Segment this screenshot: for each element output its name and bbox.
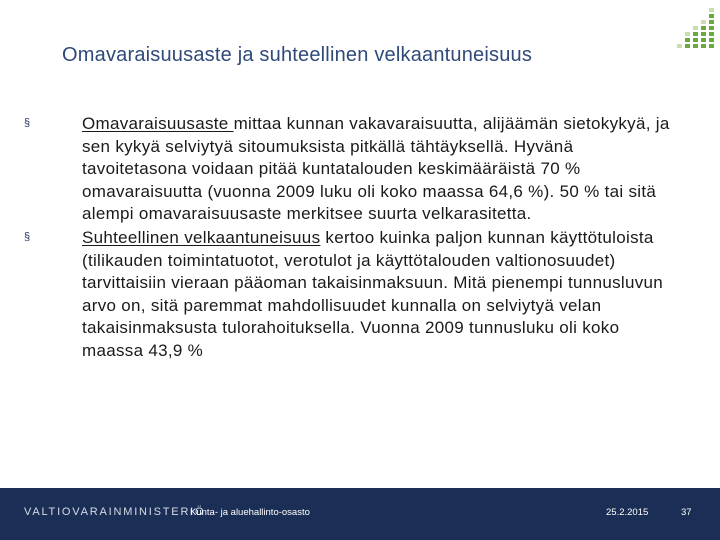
department-name: Kunta- ja aluehallinto-osasto bbox=[190, 507, 310, 518]
slide-title: Omavaraisuusaste ja suhteellinen velkaantuneisuus bbox=[62, 44, 533, 66]
slide-date: 25.2.2015 bbox=[606, 507, 649, 518]
page-number: 37 bbox=[681, 507, 692, 518]
bullet-list bbox=[24, 113, 674, 364]
footer-bar bbox=[0, 488, 720, 540]
bullet-marker: § bbox=[24, 117, 31, 129]
ascending-bars-logo-icon bbox=[668, 4, 718, 60]
bullet-text bbox=[82, 227, 674, 363]
bullet-description: kertoo kuinka paljon kunnan käyttötuloista (tilikauden toimintatuotot, verotulot ja käyttötalouden valtionosuudet) tarvittaisiin vieraan pääoman takaisinmaksuun. Mitä pienempi tunnusluvun arvo on, sitä paremmat mahdollisuudet kunnalla on selviytyä velan takaisinmaksusta tulorahoituksella. Vuonna 2009 tunnusluku oli koko maassa 43,9 % bbox=[82, 227, 664, 360]
bullet-item-suhteellinen-velkaantuneisuus bbox=[24, 227, 674, 363]
ministry-name: VALTIOVARAINMINISTERIÖ bbox=[24, 506, 206, 518]
bullet-item-omavaraisuusaste bbox=[24, 113, 674, 226]
bullet-text bbox=[82, 113, 674, 226]
bullet-description: mittaa kunnan vakavaraisuutta, alijäämän sietokykyä, ja sen kykyä selviytyä sitoumuksista pitkällä tähtäyksellä. Hyvänä tavoitetasona voidaan pitää kuntatalouden keskimääräistä 70 % omavaraisuutta (vuonna 2009 luku oli koko maassa 64,6 %). 50 % tai sitä alempi omavaraisuusaste merkitsee suurta velkarasitetta. bbox=[82, 114, 670, 224]
bullet-term: Omavaraisuusaste bbox=[82, 114, 234, 133]
bullet-marker: § bbox=[24, 230, 31, 243]
bullet-term: Suhteellinen velkaantuneisuus bbox=[82, 227, 321, 247]
